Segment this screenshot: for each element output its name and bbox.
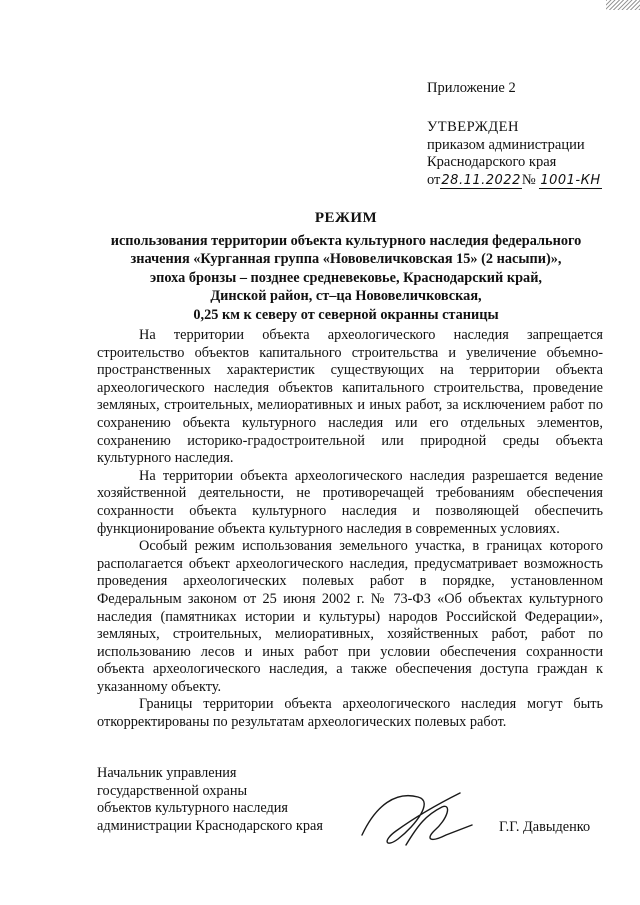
position-line: государственной охраны [97,782,248,799]
title-line: эпоха бронзы – позднее средневековье, Краснодарский край, [149,269,543,286]
signer-name: Г.Г. Давыденко [499,819,591,835]
number-prefix: № [521,171,536,188]
date-prefix: от [427,171,441,188]
handwritten-number: 1001-КН [540,172,601,188]
approval-line-2: Краснодарского края [427,154,557,170]
title-line: использования территории объекта культурного наследия федерального [110,232,582,249]
approval-heading: УТВЕРЖДЕН [427,119,519,135]
order-date-number [427,172,632,190]
approval-line-1: приказом администрации [427,136,585,153]
position-line: объектов культурного наследия [97,800,288,817]
title-line: 0,25 км к северу от северной окранны станицы [193,306,499,323]
handwritten-signature [356,785,476,855]
paragraph: На территории объекта археологического наследия разрешается ведение хозяйственной деятельности, не противоречащей требованиям обеспечения сохранности объекта культурного наследия и позволяющей обеспечить функционирование объекта культурного наследия в современных условиях. [97,467,603,537]
document-title [86,209,606,324]
position-line: Начальник управления [97,765,237,781]
scan-corner-mark [606,0,640,10]
paragraph: Границы территории объекта археологического наследия могут быть откорректированы по результатам археологических полевых работ. [97,696,603,731]
paragraph: Особый режим использования земельного участка, в границах которого располагается объект археологического наследия, предусматривает возможность проведения археологических полевых работ в порядке, установленном Федеральным законом от 25 июня 2002 г. № 73-ФЗ «Об объектах культурного наследия (памятниках истории и культуры) народов Российской Федерации», земляных, строительных, мелиоративных, хозяйственных работ, работ по использованию лесов и иных работ при условии обеспечения сохранности объекта археологического наследия, а также обеспечения доступа граждан к указанному объекту. [97,538,603,695]
approval-block [427,119,632,189]
handwritten-date: 28.11.2022 [441,172,521,188]
title-heading: РЕЖИМ [314,210,378,226]
title-line: Динской район, ст–ца Нововеличковская, [210,288,482,304]
document-body [97,327,603,732]
title-line: значения «Курганная группа «Нововеличковская 15» (2 насыпи)», [130,251,562,267]
appendix-label: Приложение 2 [427,80,516,96]
position-line: администрации Краснодарского края [97,817,323,834]
paragraph: На территории объекта археологического наследия запрещается строительство объектов капитального строительства и увеличение объемно-пространственных характеристик существующих на территории объекта археологического наследия объектов капитального строительства, проведение земляных, строительных, мелиоративных и иных работ, за исключением работ по сохранению объекта культурного наследия или его отдельных элементов, сохранению историко-градостроительной или природной среды объекта культурного наследия. [97,327,603,467]
